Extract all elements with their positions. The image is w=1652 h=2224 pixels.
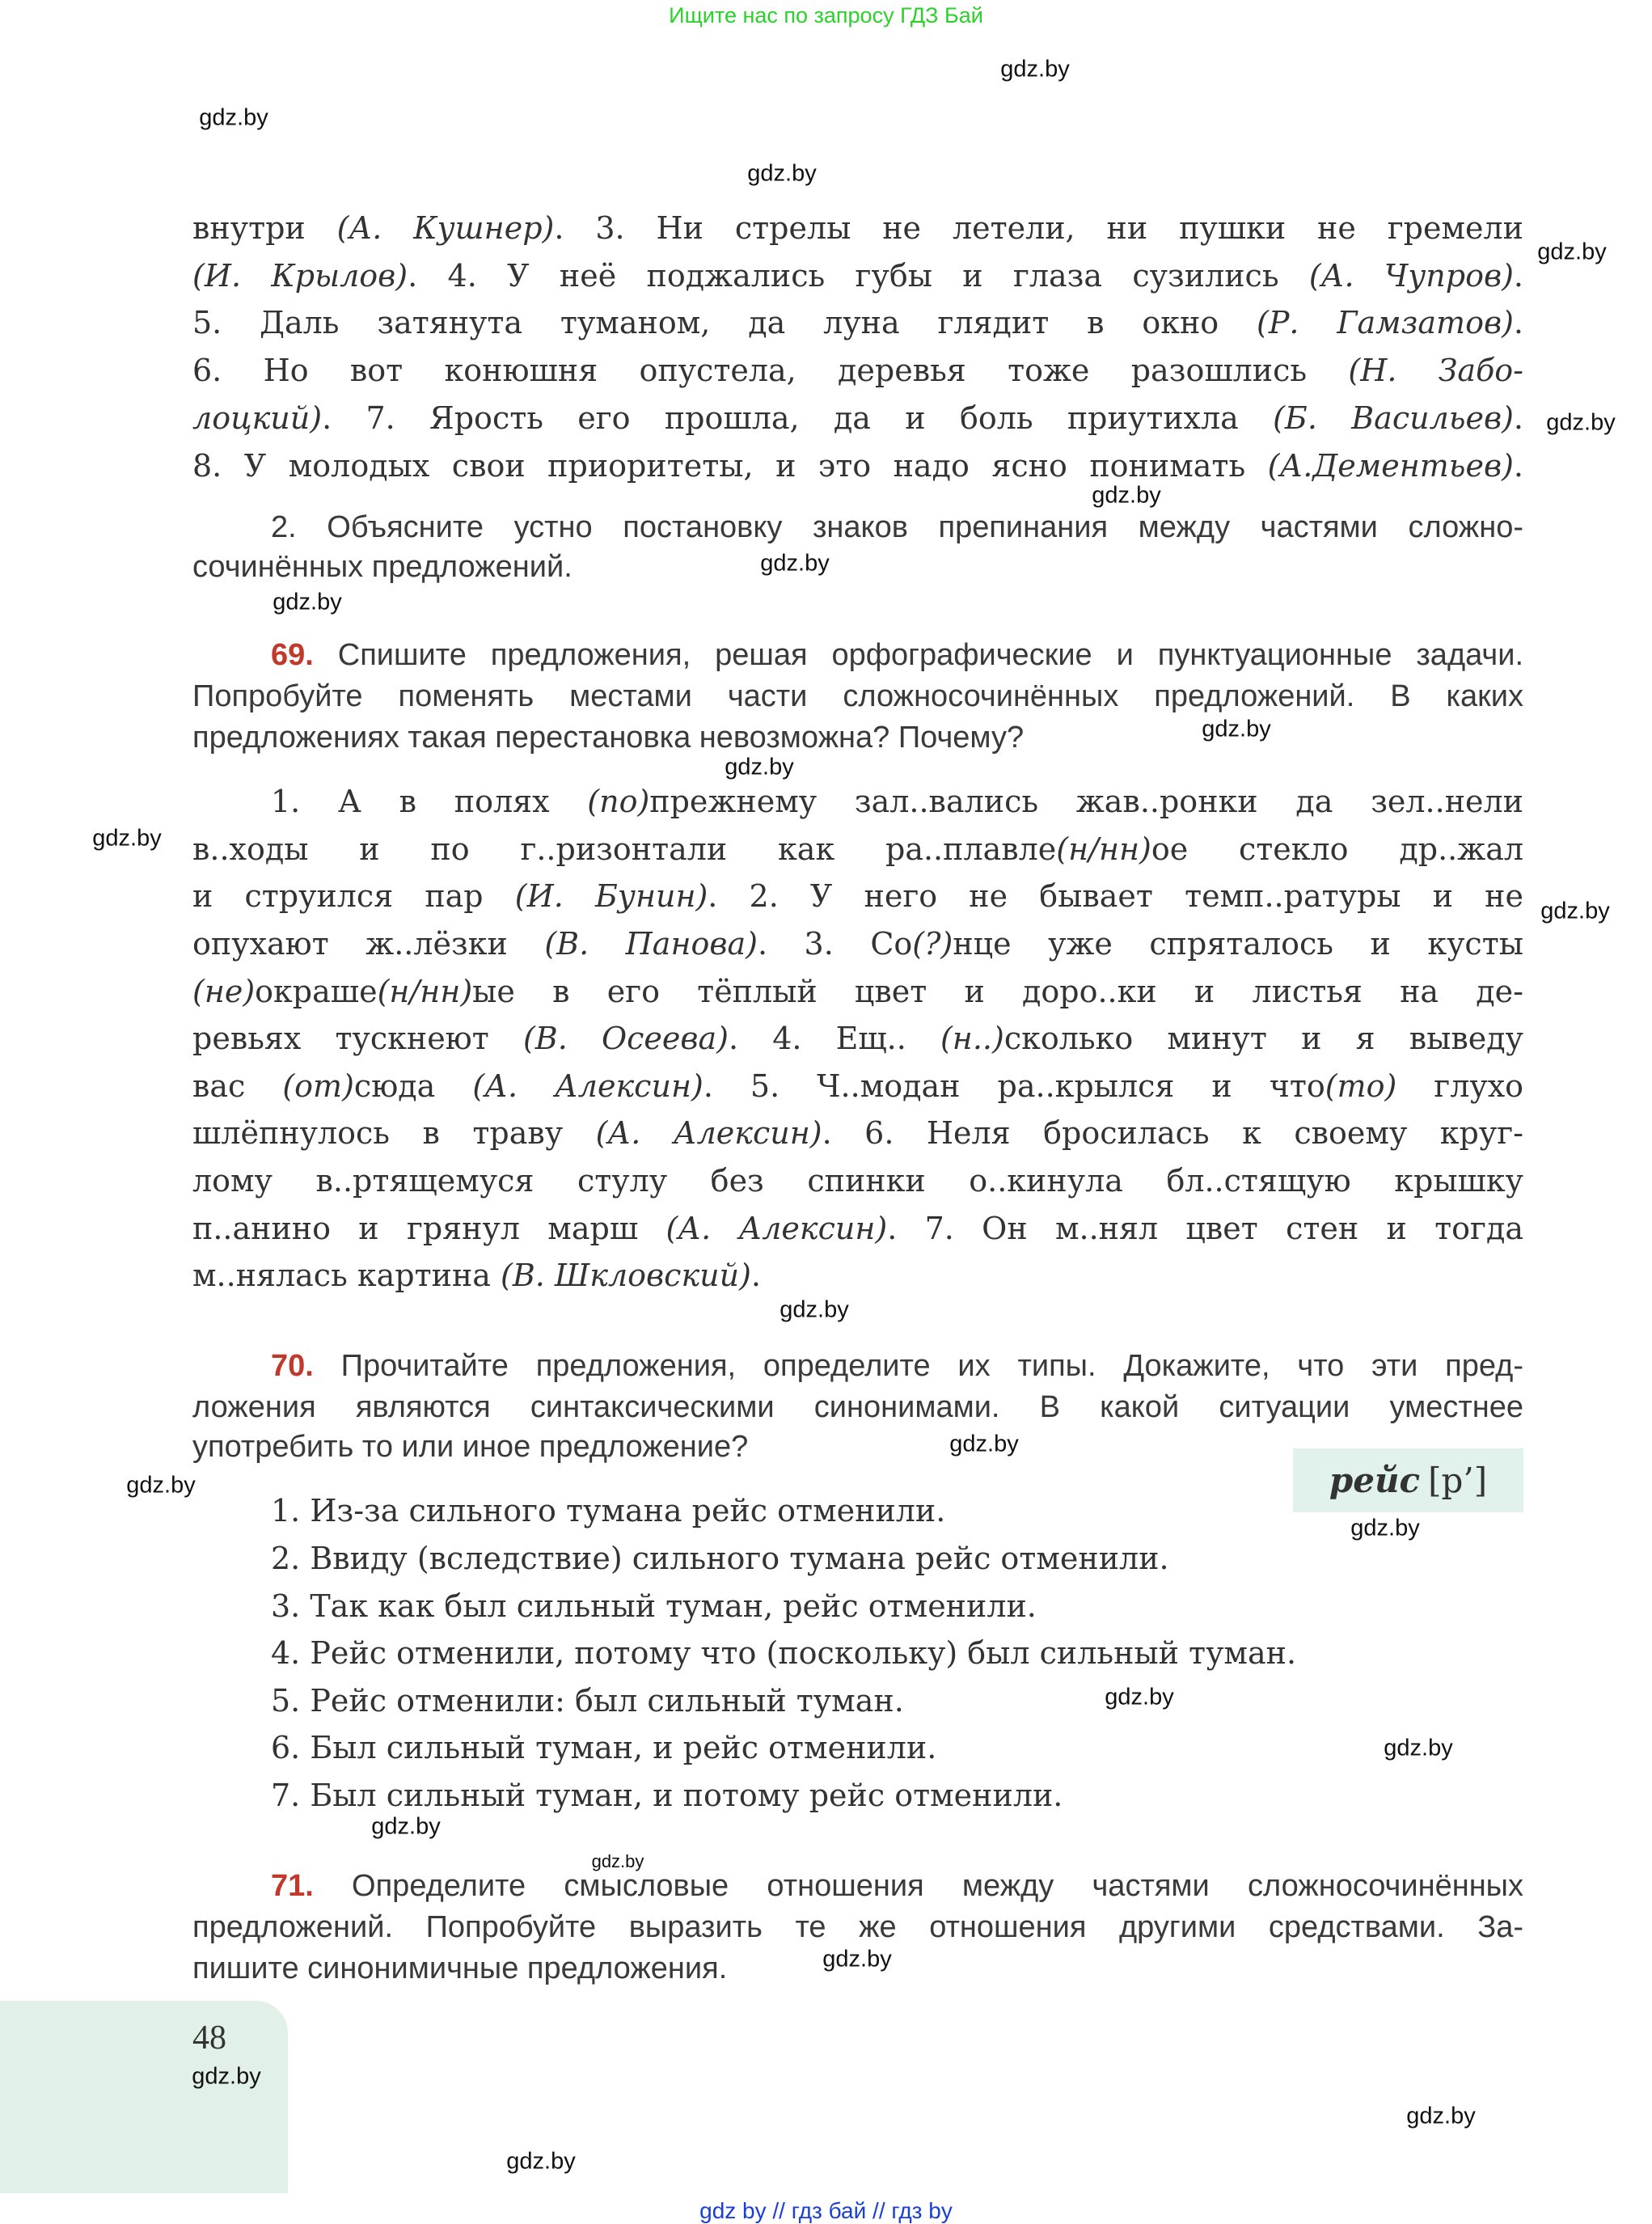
- text-segment: употребить то или иное предложение?: [192, 1430, 749, 1464]
- watermark: gdz.by: [273, 589, 342, 615]
- task-line: [192, 1907, 1523, 1947]
- exercise-number: 70.: [271, 1349, 314, 1383]
- text-segment: 7. Был сильный туман, и потому рейс отменили.: [271, 1778, 1063, 1813]
- watermark: gdz.by: [1406, 2103, 1476, 2129]
- text-segment: . 5. Ч..модан ра..крылся и что: [703, 1068, 1325, 1104]
- exercise-number: 71.: [271, 1869, 314, 1903]
- italic-segment: (н/нн): [1056, 831, 1151, 867]
- task-line: [271, 507, 1523, 548]
- text-line: [192, 442, 1523, 489]
- italic-segment: (от): [282, 1068, 354, 1104]
- task-line: [271, 1866, 1523, 1906]
- exercise-line: [271, 778, 1523, 825]
- italic-segment: (А. Алексин): [665, 1211, 888, 1246]
- italic-segment: (Н. Забо-: [1348, 353, 1524, 388]
- exercise-line: [192, 968, 1523, 1015]
- text-segment: сочинённых предложений.: [192, 550, 572, 584]
- text-segment: ложения являются синтаксическими синонимами. В какой ситуации уместнее: [192, 1390, 1523, 1424]
- text-segment: сколько минут и я выведу: [1003, 1021, 1523, 1056]
- text-segment: м..нялась картина: [192, 1258, 501, 1293]
- text-segment: . 4. У неё поджались губы и глаза сузились: [408, 258, 1309, 294]
- text-segment: предложений. Попробуйте выразить те же отношения другими средствами. За-: [192, 1910, 1523, 1944]
- italic-segment: (В. Осеева): [522, 1021, 729, 1056]
- exercise-line: [192, 1063, 1523, 1110]
- text-segment: вас: [192, 1068, 283, 1104]
- text-segment: и струился пар: [192, 878, 515, 914]
- text-segment: Определите смысловые отношения между частями сложносочинённых: [313, 1869, 1523, 1903]
- italic-segment: (не): [192, 974, 256, 1009]
- exercise-line: [192, 1157, 1523, 1204]
- text-segment: Попробуйте поменять местами части сложносочинённых предложений. В каких: [192, 679, 1523, 713]
- text-segment: в..ходы и по г..ризонтали как ра..плавле: [192, 831, 1057, 867]
- text-line: [192, 395, 1523, 442]
- text-segment: . 7. Он м..нял цвет стен и тогда: [887, 1211, 1524, 1246]
- italic-segment: (?): [912, 926, 953, 962]
- italic-segment: (А. Алексин): [472, 1068, 703, 1104]
- exercise-line: [192, 920, 1523, 967]
- watermark: gdz.by: [747, 160, 817, 187]
- exercise-line: [192, 1205, 1523, 1252]
- text-segment: .: [1513, 258, 1523, 294]
- italic-segment: (то): [1325, 1068, 1397, 1104]
- list-item: [271, 1535, 1523, 1582]
- text-segment: ые в его тёплый цвет и доро..ки и листья на де-: [472, 974, 1523, 1009]
- text-segment: 4. Рейс отменили, потому что (поскольку) был сильный туман.: [271, 1635, 1297, 1671]
- task-line: [271, 1346, 1523, 1386]
- italic-segment: (И. Бунин): [514, 878, 708, 914]
- watermark: gdz.by: [1000, 56, 1070, 82]
- italic-segment: (Б. Васильев): [1273, 400, 1514, 436]
- text-segment: 8. У молодых свои приоритеты, и это надо ясно понимать: [192, 448, 1268, 484]
- text-segment: шлёпнулось в траву: [192, 1115, 596, 1151]
- text-segment: 6. Но вот конюшня опустела, деревья тоже разошлись: [192, 353, 1349, 388]
- exercise-line: [192, 1252, 1523, 1299]
- text-segment: п..анино и грянул марш: [192, 1211, 666, 1246]
- task-line: [192, 717, 1523, 758]
- text-segment: .: [1513, 448, 1523, 484]
- text-segment: 1. А в полях: [271, 784, 588, 819]
- watermark: gdz.by: [822, 1946, 892, 1972]
- watermark: gdz.by: [1537, 239, 1607, 265]
- italic-segment: (И. Крылов): [192, 258, 408, 294]
- text-segment: . 3. Со: [757, 926, 913, 962]
- italic-segment: (А.Дементьев): [1267, 448, 1514, 484]
- exercise-line: [192, 1110, 1523, 1156]
- italic-segment: (н/нн): [377, 974, 473, 1009]
- task-line: [192, 1387, 1523, 1427]
- text-segment: прежнему зал..вались жав..ронки да зел..нели: [649, 784, 1523, 819]
- list-item: [271, 1630, 1523, 1676]
- watermark: gdz.by: [1092, 482, 1161, 509]
- watermark: gdz.by: [1546, 409, 1616, 436]
- text-line: [192, 299, 1523, 346]
- text-segment: .: [750, 1258, 762, 1293]
- list-item: [271, 1724, 1523, 1771]
- text-segment: ревьях тускнеют: [192, 1021, 523, 1056]
- footer-links[interactable]: gdz by // гдз бай // гдз by: [699, 2198, 953, 2223]
- watermark: gdz.by: [1540, 898, 1610, 924]
- watermark: gdz.by: [949, 1431, 1019, 1457]
- text-segment: внутри: [192, 210, 337, 246]
- text-segment: 2. Ввиду (вследствие) сильного тумана рейс отменили.: [271, 1541, 1169, 1576]
- text-segment: окраше: [255, 974, 378, 1009]
- text-segment: . 2. У него не бывает темп..ратуры и не: [708, 878, 1523, 914]
- exercise-line: [192, 873, 1523, 920]
- exercise-number: 69.: [271, 638, 314, 672]
- text-segment: 5. Даль затянута туманом, да луна глядит в окно: [192, 305, 1257, 340]
- italic-segment: (А. Алексин): [595, 1115, 822, 1151]
- watermark: gdz.by: [760, 550, 830, 577]
- text-segment: Прочитайте предложения, определите их типы. Докажите, что эти пред-: [313, 1349, 1523, 1383]
- text-line: [192, 205, 1523, 252]
- text-segment: ое стекло др..жал: [1151, 831, 1523, 867]
- text-segment: . 7. Ярость его прошла, да и боль приутихла: [322, 400, 1274, 436]
- task-line: [192, 547, 1523, 587]
- vocabulary-word: рейс: [1329, 1461, 1421, 1500]
- italic-segment: (по): [587, 784, 650, 819]
- text-segment: 1. Из-за сильного тумана рейс отменили.: [271, 1493, 946, 1528]
- watermark: gdz.by: [780, 1296, 849, 1323]
- text-line: [192, 252, 1523, 299]
- watermark: gdz.by: [591, 1851, 644, 1871]
- watermark: gdz.by: [126, 1472, 196, 1499]
- watermark: gdz.by: [1350, 1515, 1420, 1541]
- exercise-line: [192, 826, 1523, 873]
- watermark: gdz.by: [725, 754, 794, 780]
- text-segment: .: [1513, 305, 1523, 340]
- vocabulary-transcription: [р’]: [1428, 1461, 1488, 1500]
- italic-segment: (А. Кушнер): [336, 210, 555, 246]
- italic-segment: лоцкий): [192, 400, 323, 436]
- text-segment: опухают ж..лёзки: [192, 926, 545, 962]
- task-line: [271, 635, 1523, 675]
- list-item: [271, 1487, 1523, 1534]
- list-item: [271, 1677, 1523, 1724]
- page-number: 48: [192, 2019, 226, 2057]
- text-segment: нце уже спряталось и кусты: [953, 926, 1523, 962]
- italic-segment: (Р. Гамзатов): [1257, 305, 1514, 340]
- italic-segment: (В. Панова): [544, 926, 758, 962]
- text-segment: пишите синонимичные предложения.: [192, 1951, 728, 1985]
- text-segment: 6. Был сильный туман, и рейс отменили.: [271, 1730, 937, 1765]
- text-segment: 2. Объясните устно постановку знаков препинания между частями сложно-: [271, 510, 1523, 544]
- italic-segment: (В. Шкловский): [501, 1258, 751, 1293]
- page-number-tab: [0, 2001, 288, 2193]
- watermark: gdz.by: [371, 1813, 441, 1840]
- watermark: gdz.by: [92, 825, 162, 852]
- text-segment: 5. Рейс отменили: был сильный туман.: [271, 1683, 904, 1719]
- search-hint-header[interactable]: Ищите нас по запросу ГДЗ Бай: [669, 3, 983, 27]
- watermark: gdz.by: [1384, 1735, 1453, 1761]
- watermark: gdz.by: [192, 2063, 261, 2090]
- list-item: [271, 1772, 1523, 1819]
- text-segment: . 6. Неля бросилась к своему круг-: [822, 1115, 1523, 1151]
- watermark: gdz.by: [506, 2148, 576, 2175]
- watermark: gdz.by: [199, 104, 268, 131]
- task-line: [192, 676, 1523, 717]
- text-segment: 3. Так как был сильный туман, рейс отменили.: [271, 1588, 1037, 1624]
- text-segment: предложениях такая перестановка невозможна? Почему?: [192, 721, 1025, 755]
- italic-segment: (н..): [940, 1021, 1004, 1056]
- text-segment: . 3. Ни стрелы не летели, ни пушки не гремели: [554, 210, 1523, 246]
- watermark: gdz.by: [1202, 716, 1271, 742]
- text-segment: сюда: [353, 1068, 473, 1104]
- text-segment: . 4. Ещ..: [728, 1021, 940, 1056]
- watermark: gdz.by: [1105, 1684, 1174, 1710]
- italic-segment: (А. Чупров): [1308, 258, 1514, 294]
- text-line: [192, 347, 1523, 394]
- text-segment: .: [1513, 400, 1523, 436]
- text-segment: Спишите предложения, решая орфографические и пунктуационные задачи.: [313, 638, 1523, 672]
- text-segment: глухо: [1396, 1068, 1524, 1104]
- exercise-line: [192, 1015, 1523, 1062]
- list-item: [271, 1583, 1523, 1630]
- text-segment: лому в..ртящемуся стулу без спинки о..кинула бл..стящую крышку: [192, 1163, 1523, 1199]
